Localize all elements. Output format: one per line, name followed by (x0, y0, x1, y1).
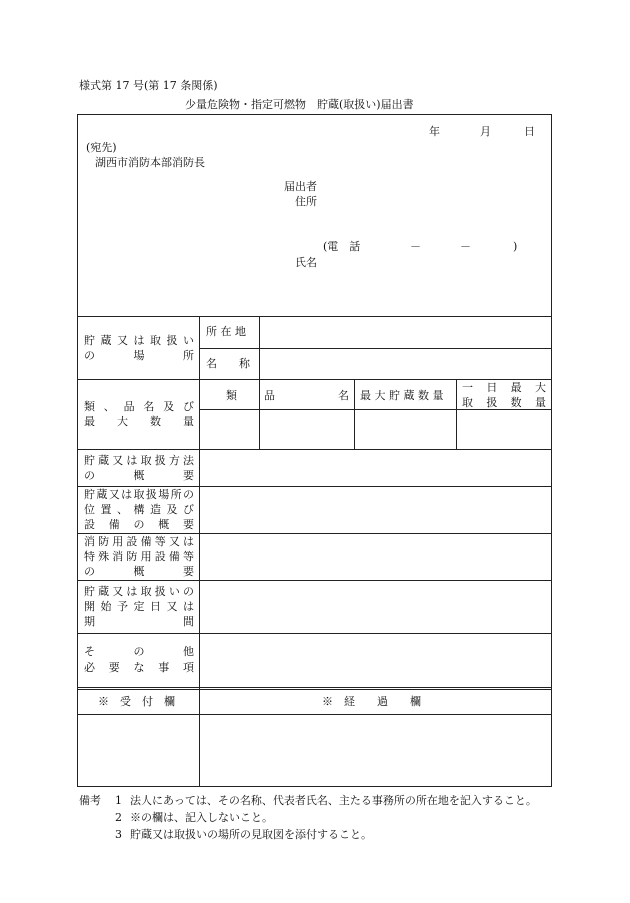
col-max-storage: 最 大 貯 蔵 数 量 (360, 389, 444, 402)
col-type: 類 (226, 389, 237, 402)
address-label: 住所 (295, 195, 317, 208)
addressee: 湖西市消防本部消防長 (95, 156, 205, 169)
divider (77, 449, 552, 450)
notes-label: 備考 (79, 794, 101, 807)
form-number: 様式第 17 号(第 17 条関係) (79, 79, 218, 92)
type-label-2: 最大数量 (84, 415, 194, 428)
equipment-label: 消防用設備等又は (84, 535, 194, 548)
reception-header: ※ 受 付 欄 (98, 695, 175, 708)
addressee-label: (宛先) (86, 141, 117, 154)
col-daily-max: 一 日 最 大 (462, 381, 546, 394)
phone-label: (電 話 (323, 240, 361, 253)
double-divider (77, 687, 552, 690)
name-label: 氏名 (295, 256, 317, 269)
divider (77, 533, 552, 534)
phone-dash-2: － (460, 240, 471, 253)
date-month: 月 (480, 125, 491, 138)
phone-close: ) (513, 240, 518, 253)
note-1: 法人にあっては、その名称、代表者氏名、主たる事務所の所在地を記入すること。 (130, 794, 537, 807)
other-label-2: 必要な事項 (84, 661, 194, 674)
divider (77, 633, 552, 634)
divider (77, 316, 552, 317)
other-label: そ の 他 (84, 645, 194, 658)
phone-dash-1: － (410, 240, 421, 253)
column-divider (456, 379, 457, 449)
column-divider (354, 379, 355, 449)
note-3-number: 3 (115, 828, 122, 841)
divider (77, 714, 552, 715)
divider (77, 580, 552, 581)
place-label: 貯蔵又は取扱い (84, 334, 194, 347)
col-daily-max-2: 取 扱 数 量 (462, 396, 546, 409)
equipment-label-3: の 概 要 (84, 565, 194, 578)
facility-name-label: 名 称 (206, 357, 250, 370)
note-2: ※の欄は、記入しないこと。 (130, 811, 273, 824)
date-year: 年 (429, 125, 440, 138)
col-item-2: 名 (338, 389, 349, 402)
note-3: 貯蔵又は取扱いの場所の見取図を添付すること。 (130, 828, 372, 841)
method-label-2: の 概 要 (84, 469, 194, 482)
date-day: 日 (524, 125, 535, 138)
divider (77, 379, 552, 380)
note-1-number: 1 (115, 794, 122, 807)
notifier-label: 届出者 (284, 180, 317, 193)
divider (77, 486, 552, 487)
column-divider (199, 316, 200, 787)
schedule-label-2: 開始予定日又は (84, 600, 194, 613)
place-label-2: の 場 所 (84, 349, 194, 362)
structure-label: 貯蔵又は取扱場所の (84, 488, 194, 501)
location-label: 所 在 地 (206, 325, 246, 338)
structure-label-2: 位置、構造及び (84, 503, 194, 516)
structure-label-3: 設備の概要 (84, 518, 194, 531)
method-label: 貯蔵又は取扱方法 (84, 454, 194, 467)
column-divider (259, 379, 260, 449)
divider (199, 348, 552, 349)
schedule-label-3: 期 間 (84, 615, 194, 628)
schedule-label: 貯蔵又は取扱いの (84, 585, 194, 598)
equipment-label-2: 特殊消防用設備等 (84, 550, 194, 563)
col-item: 品 (264, 389, 275, 402)
form-title: 少量危険物・指定可燃物 貯蔵(取扱い)届出書 (185, 98, 414, 111)
progress-header: ※ 経 過 欄 (322, 695, 421, 708)
column-divider (259, 316, 260, 379)
note-2-number: 2 (115, 811, 122, 824)
type-label: 類、品名及び (84, 400, 194, 413)
